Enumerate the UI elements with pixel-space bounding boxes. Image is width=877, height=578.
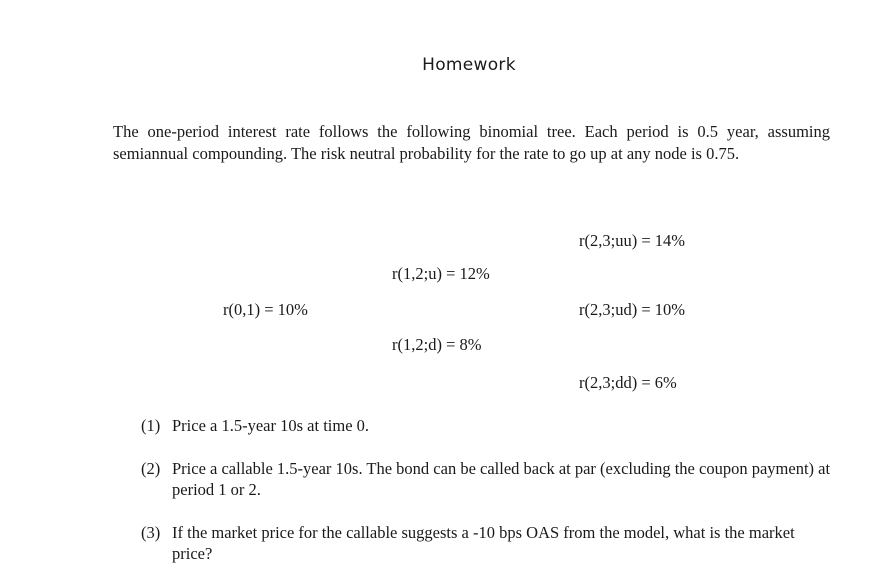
node-r12-down: r(1,2;d) = 8% <box>392 335 482 354</box>
question-text: Price a 1.5-year 10s at time 0. <box>172 416 370 435</box>
question-1 <box>141 415 831 436</box>
question-text: Price a callable 1.5-year 10s. The bond can be called back at par (excluding the coupon payment) at period 1 or 2. <box>172 459 831 499</box>
question-number: (2) <box>141 459 161 478</box>
page-title: Homework <box>422 55 516 75</box>
node-r23-uu: r(2,3;uu) = 14% <box>579 231 685 250</box>
node-r23-ud: r(2,3;ud) = 10% <box>579 300 685 319</box>
question-text: If the market price for the callable suggests a -10 bps OAS from the model, what is the market price? <box>172 523 795 563</box>
question-3 <box>141 522 831 564</box>
node-r23-dd: r(2,3;dd) = 6% <box>579 373 677 392</box>
question-number: (3) <box>141 523 161 542</box>
question-2 <box>141 458 831 500</box>
node-r12-up: r(1,2;u) = 12% <box>392 264 490 283</box>
problem-statement: The one-period interest rate follows the following binomial tree. Each period is 0.5 year, assuming semiannual compounding. The risk neutral probability for the rate to go up at any node is 0.75. <box>113 122 830 163</box>
question-number: (1) <box>141 416 161 435</box>
node-r01: r(0,1) = 10% <box>223 300 308 319</box>
